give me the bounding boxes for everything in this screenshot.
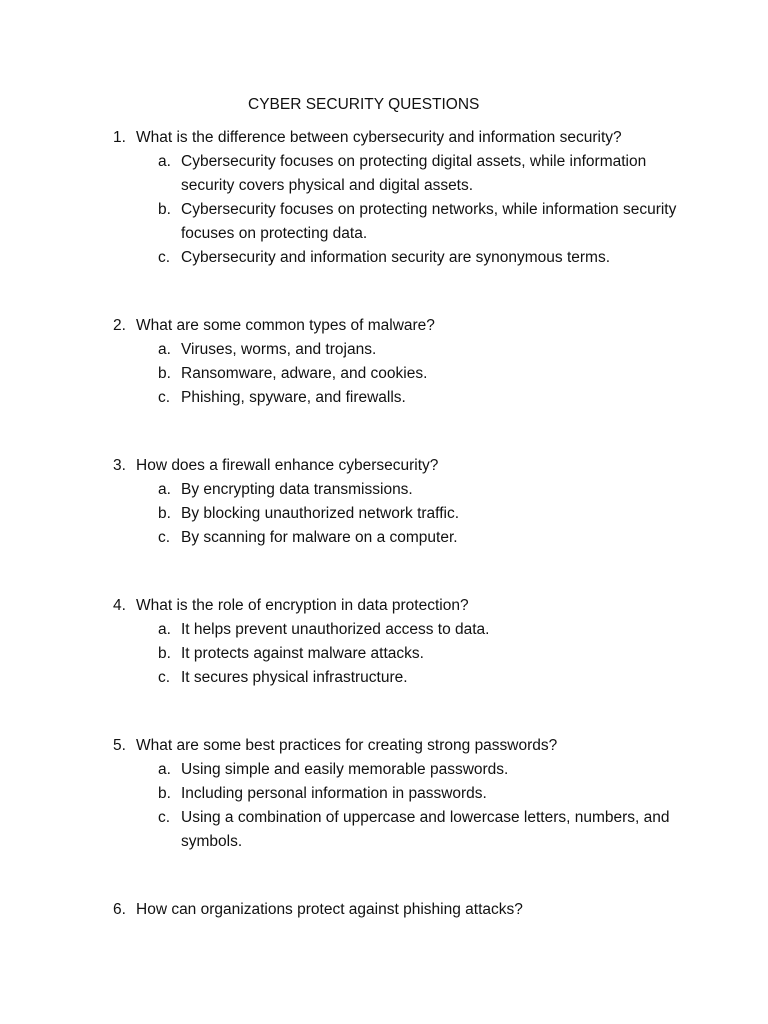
question-text: How does a firewall enhance cybersecurity? [136, 457, 439, 474]
option-text: Viruses, worms, and trojans. [181, 341, 377, 358]
question-number: 5. [113, 737, 126, 754]
option-letter: c. [158, 529, 171, 546]
option-text: By scanning for malware on a computer. [181, 529, 458, 546]
option-letter: b. [158, 201, 171, 218]
question-line [0, 898, 768, 922]
question-text: What are some best practices for creating strong passwords? [136, 737, 558, 754]
question-text: What is the role of encryption in data protection? [136, 597, 469, 614]
question-line [0, 594, 768, 618]
option-text: By blocking unauthorized network traffic. [181, 505, 460, 522]
question-4 [0, 594, 768, 690]
option-letter: a. [158, 481, 171, 498]
question-text: How can organizations protect against phishing attacks? [136, 901, 523, 918]
question-number: 6. [113, 901, 126, 918]
answer-option-b [0, 502, 768, 526]
answer-option-c [0, 666, 768, 690]
answer-option-c [0, 246, 768, 270]
option-text: Using a combination of uppercase and lowercase letters, numbers, and symbols. [181, 809, 670, 850]
question-text: What are some common types of malware? [136, 317, 435, 334]
option-text: Using simple and easily memorable passwords. [181, 761, 509, 778]
document-title: CYBER SECURITY QUESTIONS [248, 96, 480, 113]
option-text: Cybersecurity focuses on protecting digital assets, while information security covers physical and digital assets. [181, 153, 647, 194]
question-5 [0, 734, 768, 854]
option-text: Ransomware, adware, and cookies. [181, 365, 428, 382]
option-text: It protects against malware attacks. [181, 645, 424, 662]
option-letter: a. [158, 341, 171, 358]
answer-option-a [0, 150, 768, 198]
question-number: 4. [113, 597, 126, 614]
question-3 [0, 454, 768, 550]
question-1 [0, 126, 768, 270]
question-number: 3. [113, 457, 126, 474]
question-number: 2. [113, 317, 126, 334]
option-letter: c. [158, 669, 171, 686]
option-letter: a. [158, 153, 171, 170]
answer-option-a [0, 338, 768, 362]
option-text: Phishing, spyware, and firewalls. [181, 389, 406, 406]
option-letter: a. [158, 761, 171, 778]
option-letter: b. [158, 785, 171, 802]
option-letter: b. [158, 505, 171, 522]
option-text: It secures physical infrastructure. [181, 669, 408, 686]
question-6 [0, 898, 768, 922]
answer-option-a [0, 758, 768, 782]
answer-option-a [0, 478, 768, 502]
answer-option-b [0, 198, 768, 246]
question-line [0, 314, 768, 338]
question-line [0, 454, 768, 478]
question-line [0, 126, 768, 150]
option-text: By encrypting data transmissions. [181, 481, 413, 498]
question-line [0, 734, 768, 758]
option-letter: c. [158, 249, 171, 266]
question-text: What is the difference between cybersecurity and information security? [136, 129, 622, 146]
option-letter: c. [158, 389, 171, 406]
option-letter: b. [158, 645, 171, 662]
answer-option-b [0, 642, 768, 666]
option-text: Cybersecurity and information security are synonymous terms. [181, 249, 610, 266]
option-letter: c. [158, 809, 171, 826]
option-text: It helps prevent unauthorized access to data. [181, 621, 490, 638]
answer-option-c [0, 386, 768, 410]
answer-option-b [0, 782, 768, 806]
option-letter: b. [158, 365, 171, 382]
question-2 [0, 314, 768, 410]
answer-option-c [0, 806, 768, 854]
question-number: 1. [113, 129, 126, 146]
answer-option-b [0, 362, 768, 386]
option-text: Cybersecurity focuses on protecting networks, while information security focuses on protecting data. [181, 201, 677, 242]
option-letter: a. [158, 621, 171, 638]
answer-option-c [0, 526, 768, 550]
option-text: Including personal information in passwords. [181, 785, 487, 802]
answer-option-a [0, 618, 768, 642]
